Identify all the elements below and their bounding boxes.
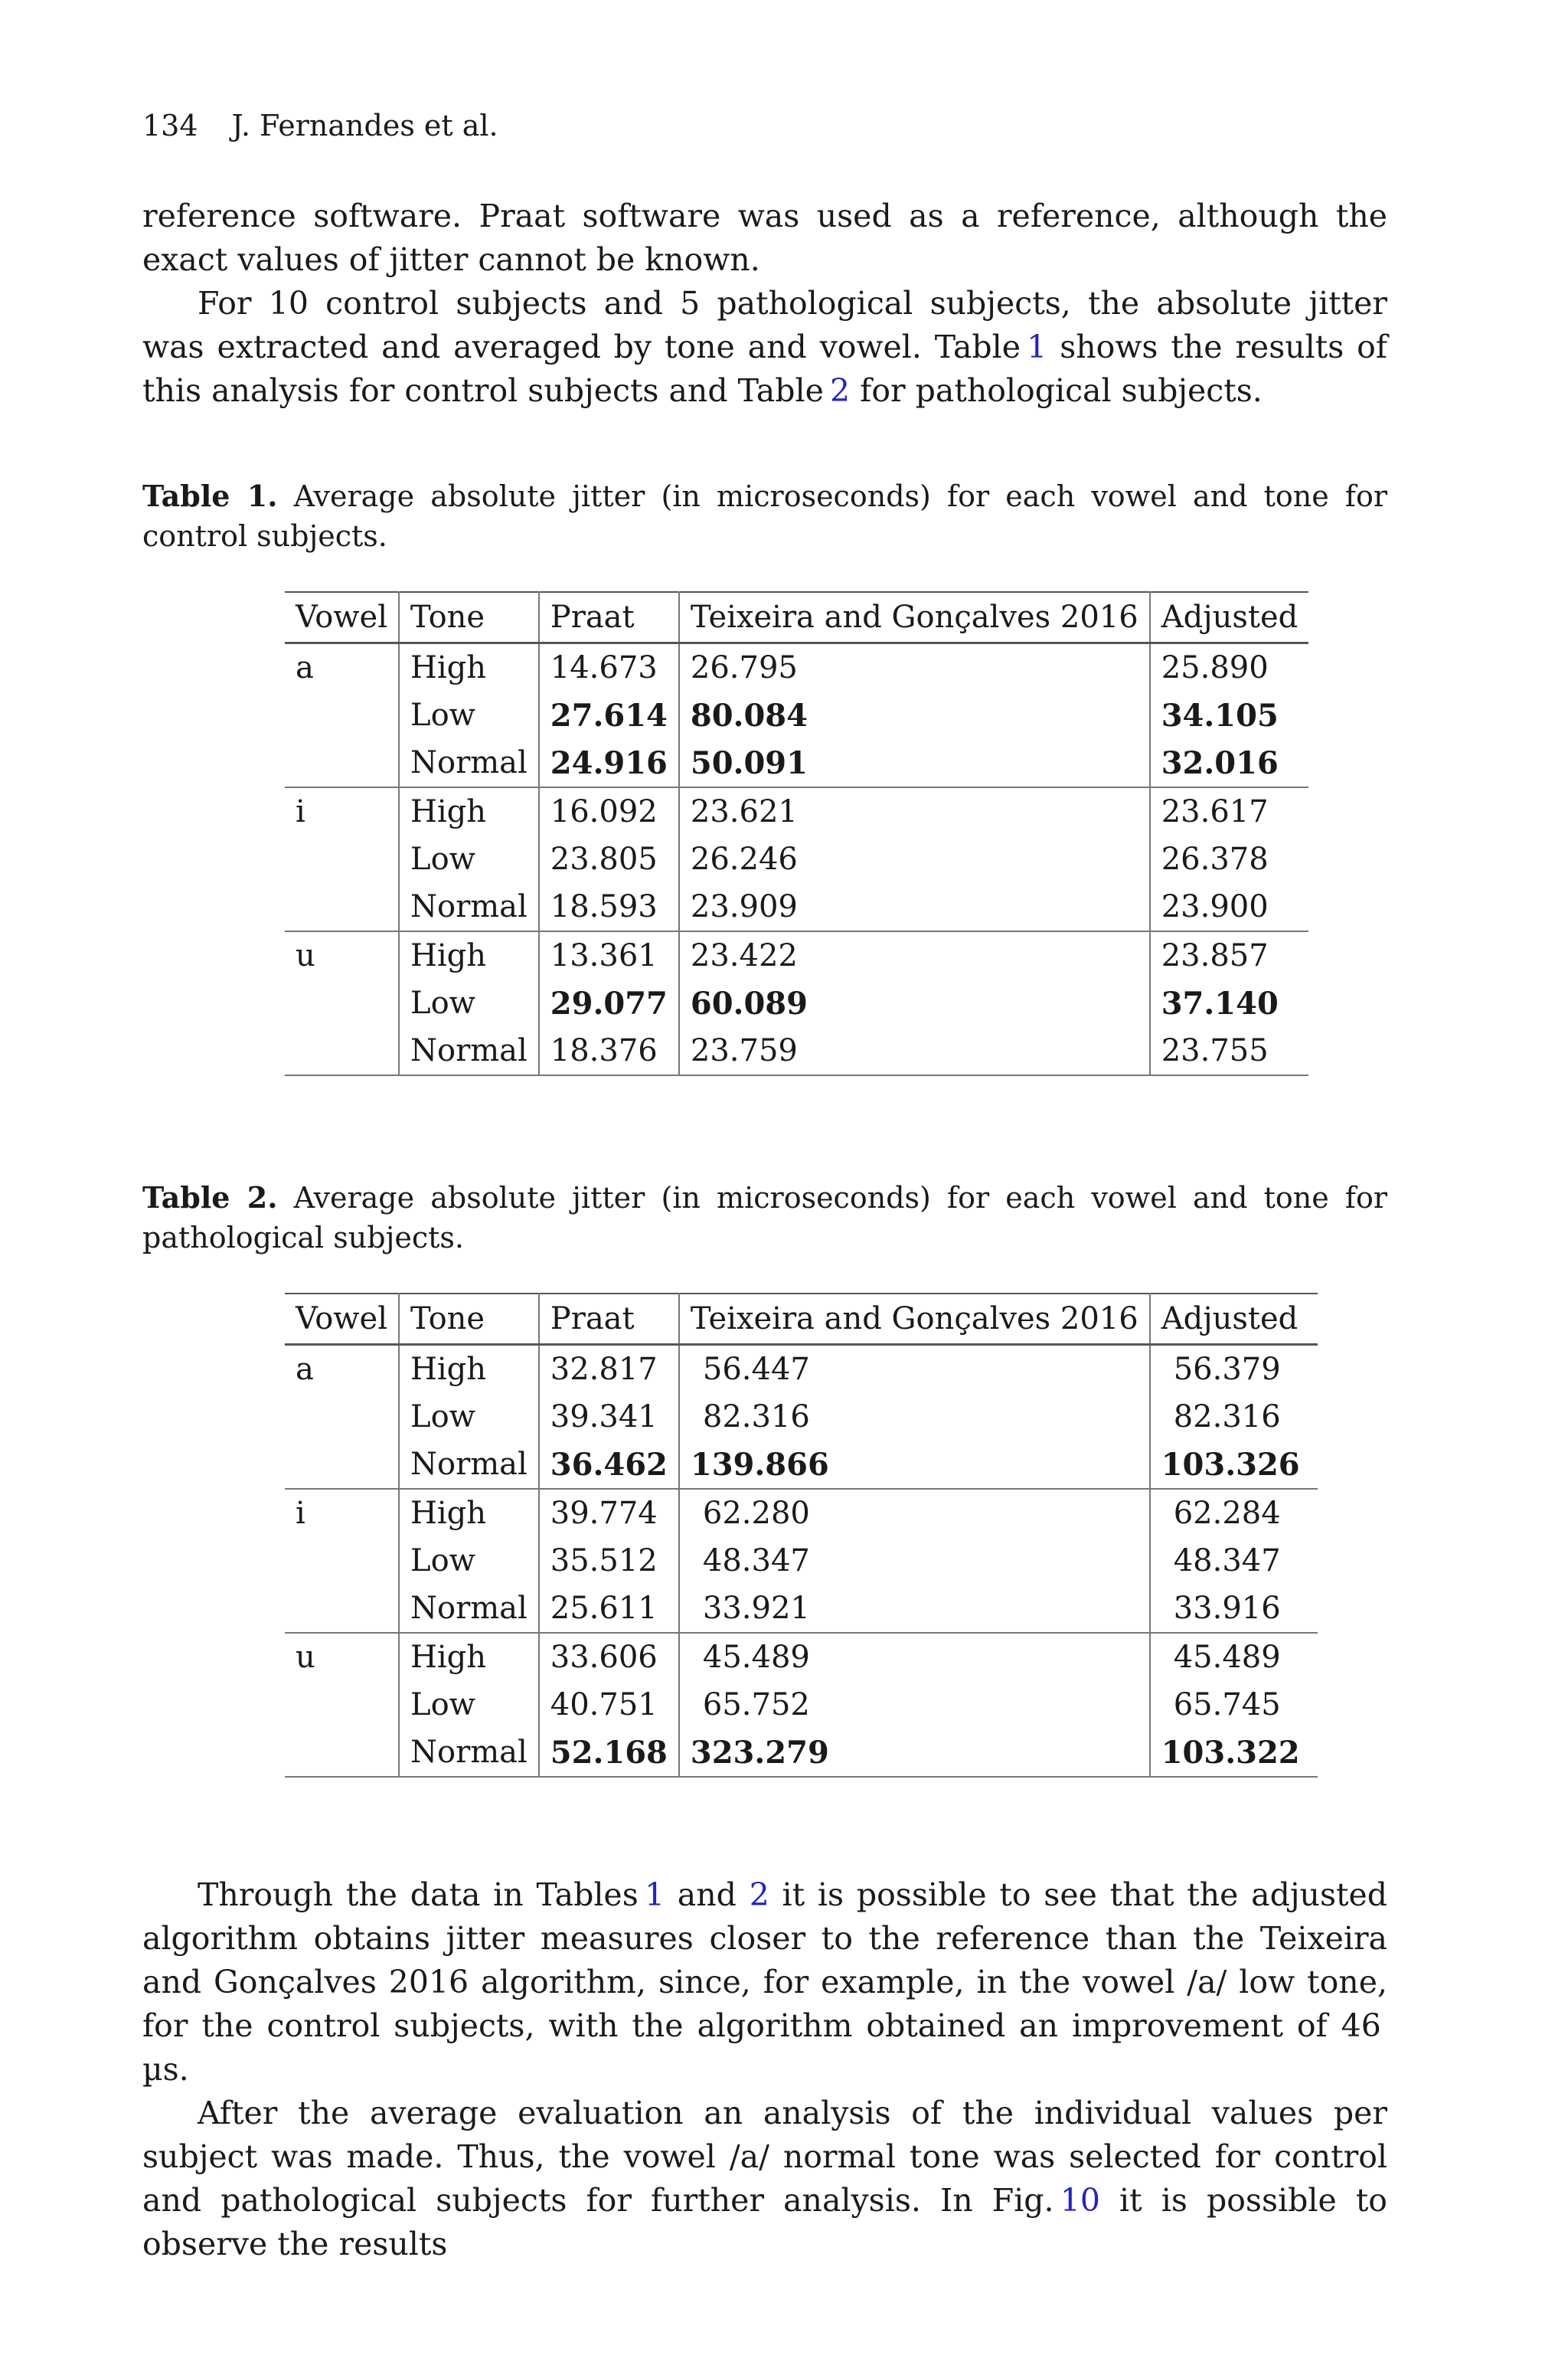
cell-vowel <box>285 1585 399 1633</box>
intro-paragraph-1: reference software. Praat software was used as a reference, although the exact values of jitter cannot be known. <box>142 198 1387 278</box>
cell-praat: 39.341 <box>539 1393 679 1441</box>
intro-p2-text-a: For 10 control subjects and 5 pathological subjects, the absolute jitter was extracted and averaged by tone and vowel. Table <box>142 285 1387 365</box>
table-1-link[interactable]: 1 <box>644 1876 665 1913</box>
cell-adjusted: 62.284 <box>1173 1496 1281 1531</box>
cell-teixeira: 23.422 <box>679 931 1150 980</box>
cell-tone: Normal <box>399 739 539 787</box>
cell-teixeira: 139.866 <box>679 1441 1150 1489</box>
table-row <box>285 1585 1318 1633</box>
cell-teixeira: 23.909 <box>679 883 1150 931</box>
outro-text <box>142 1873 1387 2266</box>
table-2-link[interactable]: 2 <box>749 1876 769 1913</box>
cell-praat: 13.361 <box>539 931 679 980</box>
cell-teixeira: 23.759 <box>679 1027 1150 1075</box>
cell-vowel <box>285 1537 399 1585</box>
table-2-caption-label: Table 2. <box>142 1180 278 1215</box>
cell-teixeira: 26.795 <box>679 643 1150 692</box>
intro-p2-text-b: shows the results of this analysis for control subjects and Table <box>142 329 1388 409</box>
page-number: 134 <box>142 109 198 142</box>
header-teixeira: Teixeira and Gonçalves 2016 <box>679 592 1150 643</box>
cell-praat: 36.462 <box>539 1441 679 1489</box>
table-row <box>285 739 1308 787</box>
cell-teixeira: 23.621 <box>679 787 1150 836</box>
cell-vowel <box>285 1393 399 1441</box>
cell-praat: 25.611 <box>539 1585 679 1633</box>
cell-adjusted: 32.016 <box>1150 739 1309 787</box>
table-row <box>285 787 1308 836</box>
cell-adjusted: 103.326 <box>1150 1441 1318 1489</box>
table-row <box>285 692 1308 739</box>
cell-adjusted: 23.900 <box>1150 883 1309 931</box>
cell-tone: High <box>399 1633 539 1681</box>
cell-tone: Low <box>399 836 539 883</box>
cell-adjusted: 23.857 <box>1161 938 1269 973</box>
cell-teixeira: 65.752 <box>679 1681 1150 1729</box>
cell-teixeira: 62.280 <box>679 1489 1150 1537</box>
table-row <box>285 1027 1308 1075</box>
table-row <box>285 1633 1318 1681</box>
cell-tone: High <box>399 643 539 692</box>
cell-adjusted: 25.890 <box>1161 650 1269 685</box>
cell-praat: 35.512 <box>539 1537 679 1585</box>
cell-teixeira: 60.089 <box>679 980 1150 1027</box>
table-row <box>285 1489 1318 1537</box>
cell-praat: 18.376 <box>539 1027 679 1075</box>
cell-tone: Low <box>399 980 539 1027</box>
cell-vowel <box>285 1729 399 1777</box>
table-row <box>285 836 1308 883</box>
cell-praat: 40.751 <box>539 1681 679 1729</box>
cell-teixeira: 50.091 <box>679 739 1150 787</box>
cell-praat: 14.673 <box>539 643 679 692</box>
cell-praat: 39.774 <box>539 1489 679 1537</box>
cell-teixeira: 80.084 <box>679 692 1150 739</box>
cell-vowel <box>285 1441 399 1489</box>
cell-adjusted: 37.140 <box>1161 985 1279 1022</box>
intro-text <box>142 195 1387 413</box>
header-vowel: Vowel <box>285 1294 399 1345</box>
cell-vowel <box>285 739 399 787</box>
cell-adjusted: 26.378 <box>1161 842 1269 877</box>
cell-praat: 32.817 <box>539 1345 679 1394</box>
cell-adjusted: 23.617 <box>1161 794 1269 829</box>
cell-adjusted: 56.379 <box>1173 1352 1281 1387</box>
cell-praat: 16.092 <box>539 787 679 836</box>
cell-adjusted: 33.916 <box>1150 1585 1318 1633</box>
cell-adjusted: 23.755 <box>1150 1027 1309 1075</box>
table-2 <box>285 1293 1318 1778</box>
cell-tone: High <box>399 931 539 980</box>
cell-tone: Normal <box>399 1729 539 1777</box>
cell-teixeira: 82.316 <box>679 1393 1150 1441</box>
cell-tone: High <box>399 1345 539 1394</box>
figure-10-link[interactable]: 10 <box>1060 2182 1100 2219</box>
table-row <box>285 1345 1318 1394</box>
header-adjusted: Adjusted <box>1150 592 1309 643</box>
header-vowel: Vowel <box>285 592 399 643</box>
table-row <box>285 1729 1318 1777</box>
cell-vowel <box>285 980 399 1027</box>
table-header-row <box>285 1294 1318 1345</box>
table-1-caption-label: Table 1. <box>142 479 278 513</box>
outro-p1-text-a: Through the data in Tables <box>198 1876 645 1913</box>
table-header-row <box>285 592 1308 643</box>
cell-vowel: u <box>285 931 399 980</box>
table-row <box>285 1681 1318 1729</box>
cell-teixeira: 323.279 <box>679 1729 1150 1777</box>
outro-paragraph-1 <box>142 1873 1387 2092</box>
table-row <box>285 883 1308 931</box>
cell-vowel: a <box>285 1345 399 1394</box>
cell-adjusted: 65.745 <box>1173 1687 1281 1722</box>
cell-praat: 27.614 <box>539 692 679 739</box>
intro-paragraph-2 <box>142 282 1387 413</box>
cell-praat: 29.077 <box>539 980 679 1027</box>
table-2-caption <box>142 1178 1387 1258</box>
cell-vowel <box>285 692 399 739</box>
cell-adjusted: 103.322 <box>1150 1729 1318 1777</box>
table-row <box>285 980 1308 1027</box>
cell-tone: Low <box>399 1681 539 1729</box>
cell-vowel <box>285 1027 399 1075</box>
table-row <box>285 643 1308 692</box>
cell-teixeira: 56.447 <box>679 1345 1150 1394</box>
cell-tone: High <box>399 1489 539 1537</box>
running-authors: J. Fernandes et al. <box>231 109 498 142</box>
cell-adjusted: 48.347 <box>1173 1543 1281 1578</box>
cell-vowel <box>285 1681 399 1729</box>
cell-praat: 33.606 <box>539 1633 679 1681</box>
table-1-link[interactable]: 1 <box>1027 329 1047 365</box>
cell-vowel: i <box>285 787 399 836</box>
outro-p2-text-b: it is possible to observe the results <box>142 2182 1387 2262</box>
cell-adjusted: 45.489 <box>1173 1640 1281 1675</box>
table-row <box>285 1537 1318 1585</box>
header-adjusted: Adjusted <box>1150 1294 1318 1345</box>
cell-praat: 23.805 <box>539 836 679 883</box>
cell-adjusted: 34.105 <box>1161 697 1279 734</box>
cell-teixeira: 26.246 <box>679 836 1150 883</box>
cell-vowel: a <box>285 643 399 692</box>
table-1-caption <box>142 476 1387 556</box>
cell-vowel: u <box>285 1633 399 1681</box>
table-2-link[interactable]: 2 <box>830 372 851 409</box>
table-1-caption-text: Average absolute jitter (in microseconds) for each vowel and tone for control subjects. <box>142 479 1387 553</box>
cell-tone: Normal <box>399 1585 539 1633</box>
cell-vowel <box>285 883 399 931</box>
cell-praat: 24.916 <box>539 739 679 787</box>
table-2-caption-text: Average absolute jitter (in microseconds) for each vowel and tone for pathological subjects. <box>142 1181 1387 1254</box>
cell-adjusted: 82.316 <box>1173 1399 1281 1434</box>
cell-teixeira: 45.489 <box>679 1633 1150 1681</box>
table-1 <box>285 591 1308 1076</box>
header-tone: Tone <box>399 1294 539 1345</box>
cell-tone: Low <box>399 1537 539 1585</box>
cell-praat: 52.168 <box>539 1729 679 1777</box>
outro-p2-text-a: After the average evaluation an analysis of the individual values per subject was made. Thus, the vowel /a/ normal tone was selected for control and pathological subjects for further analysis. In Fig. <box>142 2095 1387 2219</box>
cell-tone: High <box>399 787 539 836</box>
cell-tone: Low <box>399 692 539 739</box>
cell-vowel: i <box>285 1489 399 1537</box>
intro-p2-text-c: for pathological subjects. <box>850 372 1263 409</box>
cell-teixeira: 48.347 <box>679 1537 1150 1585</box>
cell-praat: 18.593 <box>539 883 679 931</box>
table-row <box>285 1441 1318 1489</box>
header-tone: Tone <box>399 592 539 643</box>
cell-vowel <box>285 836 399 883</box>
outro-paragraph-2 <box>142 2092 1387 2266</box>
header-praat: Praat <box>539 1294 679 1345</box>
header-teixeira: Teixeira and Gonçalves 2016 <box>679 1294 1150 1345</box>
cell-tone: Normal <box>399 883 539 931</box>
cell-tone: Normal <box>399 1027 539 1075</box>
running-header <box>142 107 498 144</box>
outro-p1-text-b: and <box>665 1876 750 1913</box>
table-row <box>285 931 1308 980</box>
outro-p1-text-c: it is possible to see that the adjusted algorithm obtains jitter measures closer to the reference than the Teixeira and Gonçalves 2016 algorithm, since, for example, in the vowel /a/ low tone, for the control subjects, with the algorithm obtained an improvement of 46 µs. <box>142 1876 1387 2088</box>
header-praat: Praat <box>539 592 679 643</box>
cell-tone: Normal <box>399 1441 539 1489</box>
cell-teixeira: 33.921 <box>679 1585 1150 1633</box>
cell-tone: Low <box>399 1393 539 1441</box>
table-row <box>285 1393 1318 1441</box>
